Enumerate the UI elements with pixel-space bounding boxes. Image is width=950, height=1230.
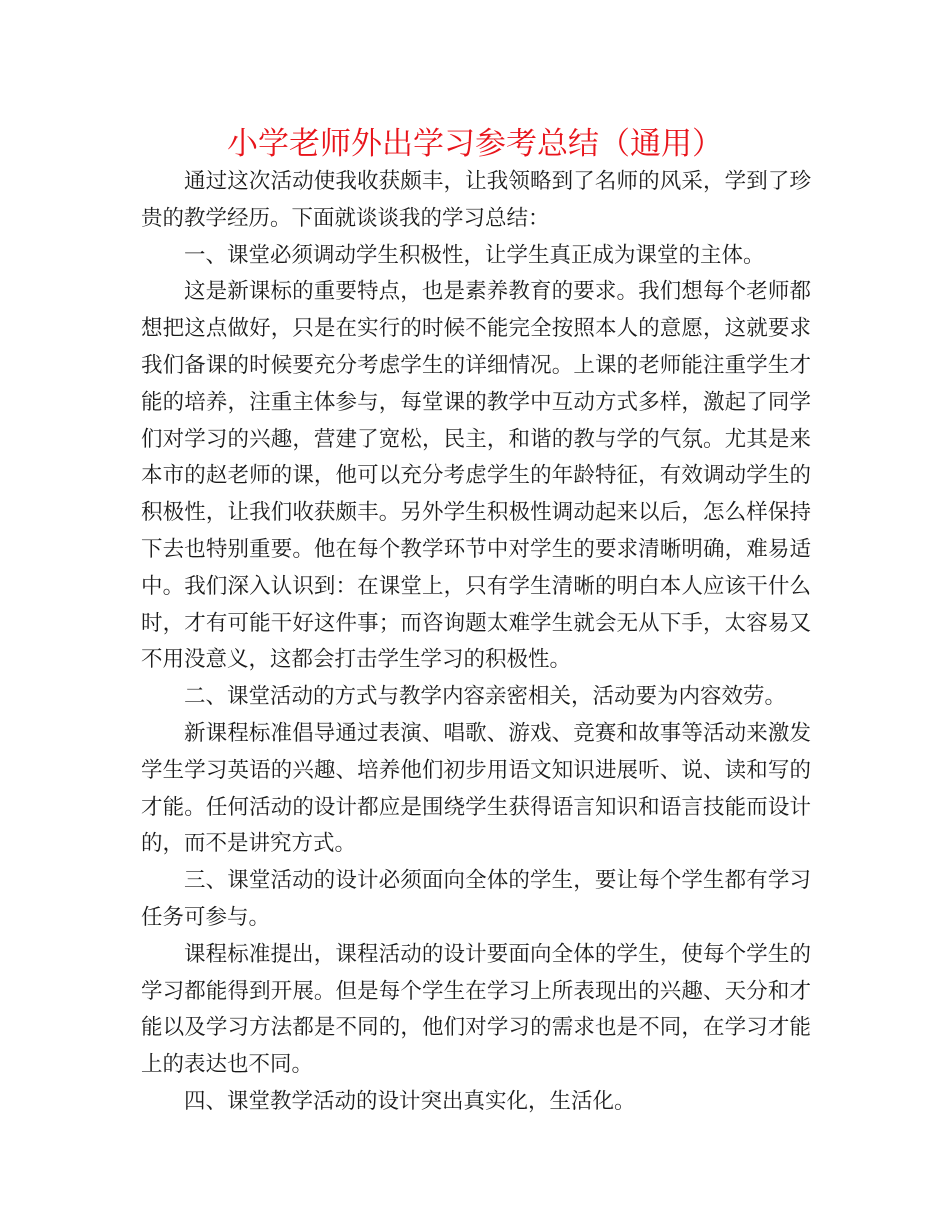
paragraph-section-3: 课程标准提出，课程活动的设计要面向全体的学生，使每个学生的学习都能得到开展。但是每个学生在学习上所表现出的兴趣、天分和才能以及学习方法都是不同的，他们对学习的需求也是不同，在学习才能上的表达也不同。 <box>141 941 811 1078</box>
paragraph-intro: 通过这次活动使我收获颇丰，让我领略到了名师的风采，学到了珍贵的教学经历。下面就谈谈我的学习总结： <box>141 169 811 231</box>
heading-section-4: 四、课堂教学活动的设计突出真实化，生活化。 <box>184 1088 636 1114</box>
paragraph-section-1: 这是新课标的重要特点，也是素养教育的要求。我们想每个老师都想把这点做好，只是在实行的时候不能完全按照本人的意愿，这就要求我们备课的时候要充分考虑学生的详细情况。上课的老师能注重学生才能的培养，注重主体参与，每堂课的教学中互动方式多样，激起了同学们对学习的兴趣，营建了宽松，民主，和谐的教与学的气氛。尤其是来本市的赵老师的课，他可以充分考虑学生的年龄特征，有效调动学生的积极性，让我们收获颇丰。另外学生积极性调动起来以后，怎么样保持下去也特别重要。他在每个教学环节中对学生的要求清晰明确，难易适中。我们深入认识到：在课堂上，只有学生清晰的明白本人应该干什么时，才有可能干好这件事；而咨询题太难学生就会无从下手，太容易又不用没意义，这都会打击学生学习的积极性。 <box>141 279 811 673</box>
heading-section-2: 二、课堂活动的方式与教学内容亲密相关，活动要为内容效劳。 <box>184 684 787 710</box>
heading-section-3: 三、课堂活动的设计必须面向全体的学生，要让每个学生都有学习任务可参与。 <box>141 868 811 930</box>
paragraph-section-2: 新课程标准倡导通过表演、唱歌、游戏、竞赛和故事等活动来激发学生学习英语的兴趣、培养他们初步用语文知识进展听、说、读和写的才能。任何活动的设计都应是围绕学生获得语言知识和语言技能而设计的，而不是讲究方式。 <box>141 720 811 857</box>
document-body <box>141 164 811 1121</box>
heading-section-1: 一、课堂必须调动学生积极性，让学生真正成为课堂的主体。 <box>184 242 765 268</box>
document-title: 小学老师外出学习参考总结（通用） <box>227 126 723 162</box>
